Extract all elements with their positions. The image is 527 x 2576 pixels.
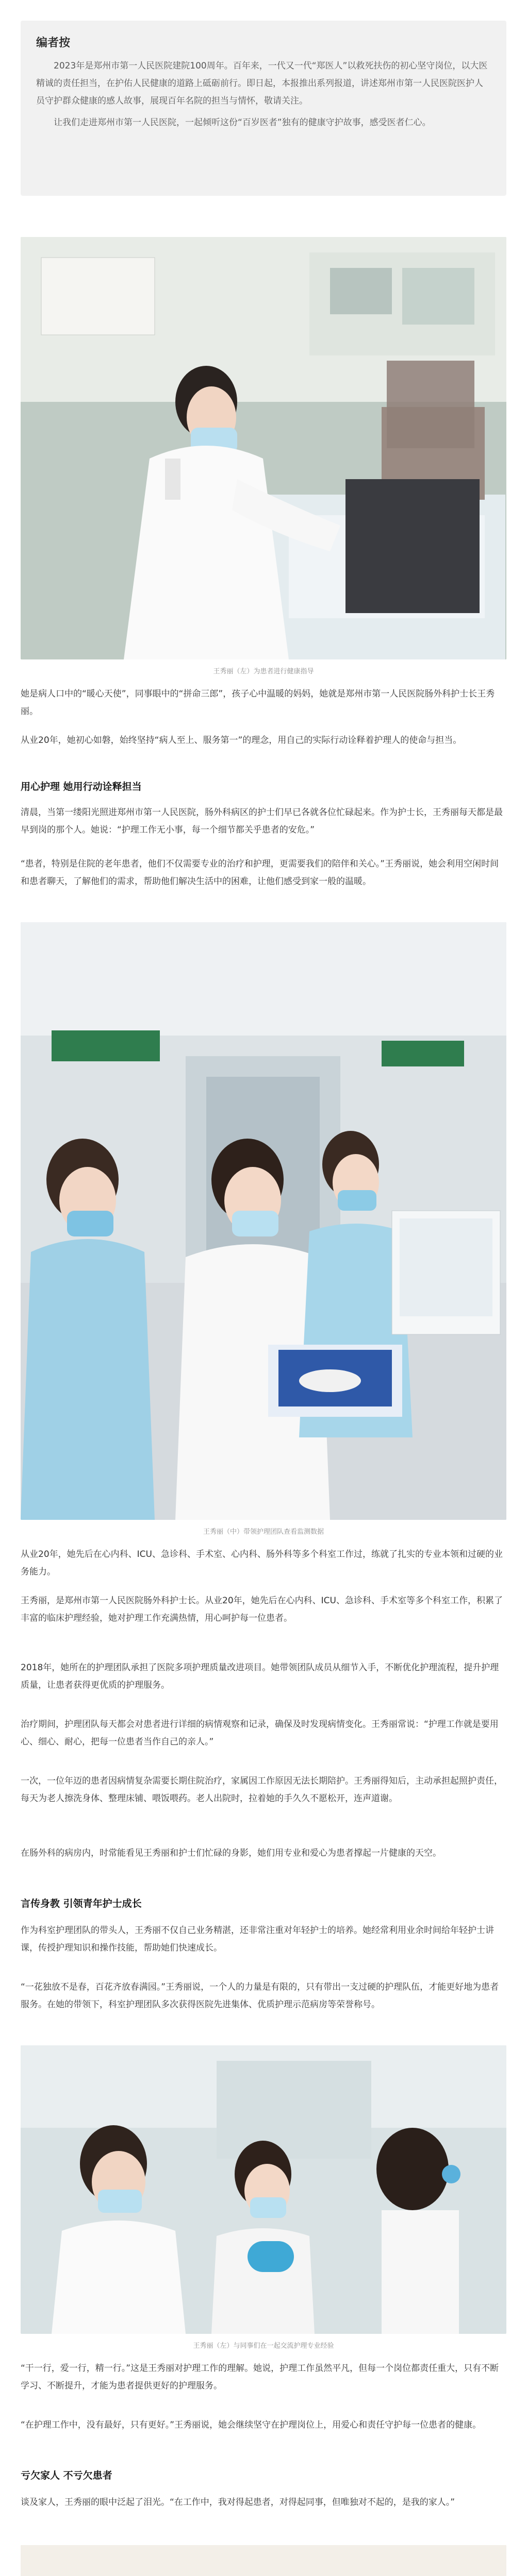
article-paragraph: 治疗期间，护理团队每天都会对患者进行详细的病情观察和记录，确保及时发现病情变化。王秀丽常说：“护理工作就是要用心、细心、耐心，把每一位患者当作自己的亲人。” [21,1719,499,1747]
editor-note-box [21,21,506,196]
article-paragraph: “在护理工作中，没有最好，只有更好。”王秀丽说，她会继续坚守在护理岗位上，用爱心和责任守护每一位患者的健康。 [21,2420,482,2430]
article-paragraph: 她是病人口中的“暖心天使”，同事眼中的“拼命三郎”，孩子心中温暖的妈妈，她就是郑州市第一人民医院肠外科护士长王秀丽。 [21,689,495,717]
article-paragraph: 清晨，当第一缕阳光照进郑州市第一人民医院，肠外科病区的护士们早已各就各位忙碌起来。作为护士长，王秀丽每天都是最早到岗的那个人。她说：“护理工作无小事，每一个细节都关乎患者的安危。” [21,807,503,835]
photo-first-aid-lecture [21,2545,506,2576]
photo-illustration [21,2545,506,2576]
editor-note-paragraph: 2023年是郑州市第一人民医院建院100周年。百年来，一代又一代“郑医人”以救死扶伤的初心坚守岗位，以大医精诚的责任担当，在护佑人民健康的道路上砥砺前行。即日起，本报推出系列报道，讲述郑州市第一人民医院医护人员守护群众健康的感人故事，展现百年名院的担当与情怀，敬请关注。 [36,61,488,106]
article-paragraph: 在肠外科的病房内，时常能看见王秀丽和护士们忙碌的身影，她们用专业和爱心为患者撑起一片健康的天空。 [21,1848,441,1858]
photo-caption: 王秀丽（左）为患者进行健康指导 [213,668,314,675]
article-paragraph: 王秀丽，是郑州市第一人民医院肠外科护士长。从业20年，她先后在心内科、ICU、急诊科、手术室等多个科室工作，积累了丰富的临床护理经验，她对护理工作充满热情，用心呵护每一位患者。 [21,1596,503,1623]
editor-note-paragraph: 让我们走进郑州市第一人民医院，一起倾听这份“百岁医者”独有的健康守护故事，感受医者仁心。 [54,117,431,128]
editor-note-label: 编者按 [36,37,71,49]
article-paragraph: 谈及家人，王秀丽的眼中泛起了泪光。“在工作中，我对得起患者，对得起同事，但唯独对不起的，是我的家人。” [21,2497,455,2507]
article-paragraph: 从业20年，她先后在心内科、ICU、急诊科、手术室、心内科、肠外科等多个科室工作过，练就了扎实的专业本领和过硬的业务能力。 [21,1549,503,1577]
photo-illustration [21,2045,506,2334]
article-paragraph: “干一行，爱一行，精一行。”这是王秀丽对护理工作的理解。她说，护理工作虽然平凡，但每一个岗位都责任重大，只有不断学习、不断提升，才能为患者提供更好的护理服务。 [21,2363,499,2391]
photo-illustration [21,237,506,659]
article-paragraph: “一花独放不是春，百花齐放春满园。”王秀丽说，一个人的力量是有限的，只有带出一支过硬的护理队伍，才能更好地为患者服务。在她的带领下，科室护理团队多次获得医院先进集体、优质护理示范病房等荣誉称号。 [21,1982,499,2010]
section-heading: 言传身教 引领青年护士成长 [21,1898,142,1909]
article-paragraph: 作为科室护理团队的带头人，王秀丽不仅自己业务精湛，还非常注重对年轻护士的培养。她经常利用业余时间给年轻护士讲课，传授护理知识和操作技能，帮助她们快速成长。 [21,1925,494,1953]
photo-caption: 王秀丽（中）带领护理团队查看监测数据 [203,1528,324,1536]
section-heading: 用心护理 她用行动诠释担当 [21,781,142,792]
photo-nursing-team [21,922,506,1520]
article-paragraph: 一次，一位年迈的患者因病情复杂需要长期住院治疗，家属因工作原因无法长期陪护。王秀丽得知后，主动承担起照护责任，每天为老人擦洗身体、整理床铺、喂饭喂药。老人出院时，拉着她的手久久不愿松开，连声道谢。 [21,1776,503,1804]
article-paragraph: 2018年，她所在的护理团队承担了医院多项护理质量改进项目。她带领团队成员从细节入手，不断优化护理流程，提升护理质量，让患者获得更优质的护理服务。 [21,1663,499,1690]
photo-illustration [21,922,506,1520]
article-paragraph: “患者，特别是住院的老年患者，他们不仅需要专业的治疗和护理，更需要我们的陪伴和关心。”王秀丽说，她会利用空闲时间和患者聊天，了解他们的需求，帮助他们解决生活中的困难，让他们感受到家一般的温暖。 [21,859,499,887]
section-heading: 亏欠家人 不亏欠患者 [21,2470,112,2481]
photo-caption: 王秀丽（左）与同事们在一起交流护理专业经验 [193,2342,334,2350]
article-paragraph: 从业20年，她初心如磐，始终坚持“病人至上、服务第一”的理念，用自己的实际行动诠释着护理人的使命与担当。 [21,735,462,745]
photo-nurses-discussion [21,2045,506,2334]
photo-nurse-with-patient [21,237,506,659]
